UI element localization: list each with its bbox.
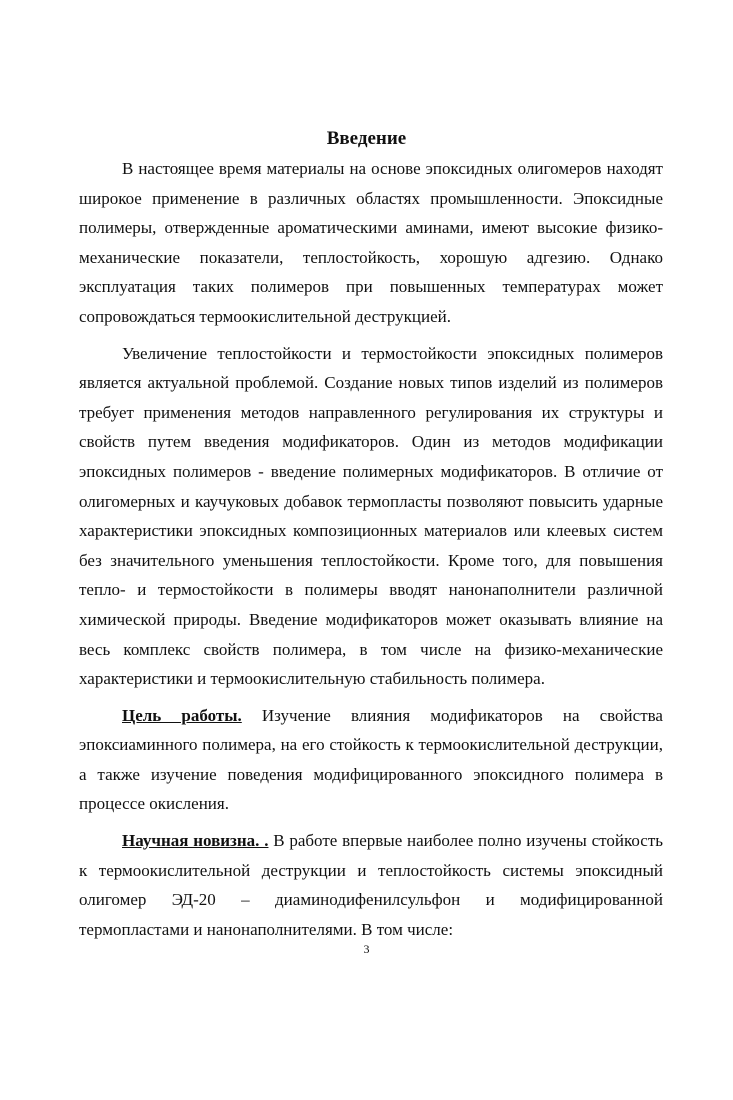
paragraph-goal — [79, 701, 663, 819]
paragraph-text: Увеличение теплостойкости и термостойкости эпоксидных полимеров является актуальной проблемой. Создание новых типов изделий из полимеров требует применения методов направленного регулирования их структуры и свойств путем введения модификаторов. Один из методов модификации эпоксидных полимеров - введение полимерных модификаторов. В отличие от олигомерных и каучуковых добавок термопласты позволяют повысить ударные характеристики эпоксидных композиционных материалов или клеевых систем без значительного уменьшения теплостойкости. Кроме того, для повышения тепло- и термостойкости в полимеры вводят нанонаполнители различной химической природы. Введение модификаторов может оказывать влияние на весь комплекс свойств полимера, в том числе на физико-механические характеристики и термоокислительную стабильность полимера. — [79, 343, 663, 689]
paragraph-text: В работе впервые наиболее полно изучены стойкость к термоокислительной деструкции и теплостойкость системы эпоксидный олигомер ЭД-20 – диаминодифенилсульфон и модифицированной термопластами и нанонаполнителями. В том числе: — [79, 831, 663, 939]
body-text — [79, 154, 663, 951]
paragraph-text: Изучение влияния модификаторов на свойства эпоксиаминного полимера, на его стойкость к термоокислительной деструкции, а также изучение поведения модифицированного эпоксидного полимера в процессе окисления. — [79, 705, 663, 814]
paragraph-intro — [79, 154, 663, 332]
page-number: 3 — [363, 942, 370, 956]
goal-heading: Цель работы. — [122, 705, 242, 725]
section-title: Введение — [326, 128, 407, 149]
novelty-heading: Научная новизна. . — [122, 831, 269, 851]
paragraph-novelty — [79, 826, 663, 944]
paragraph-relevance — [79, 339, 663, 694]
paragraph-text: В настоящее время материалы на основе эпоксидных олигомеров находят широкое применение в различных областях промышленности. Эпоксидные полимеры, отвержденные ароматическими аминами, имеют высокие физико-механические показатели, теплостойкость, хорошую адгезию. Однако эксплуатация таких полимеров при повышенных температурах может сопровождаться термоокислительной деструкцией. — [79, 159, 663, 326]
